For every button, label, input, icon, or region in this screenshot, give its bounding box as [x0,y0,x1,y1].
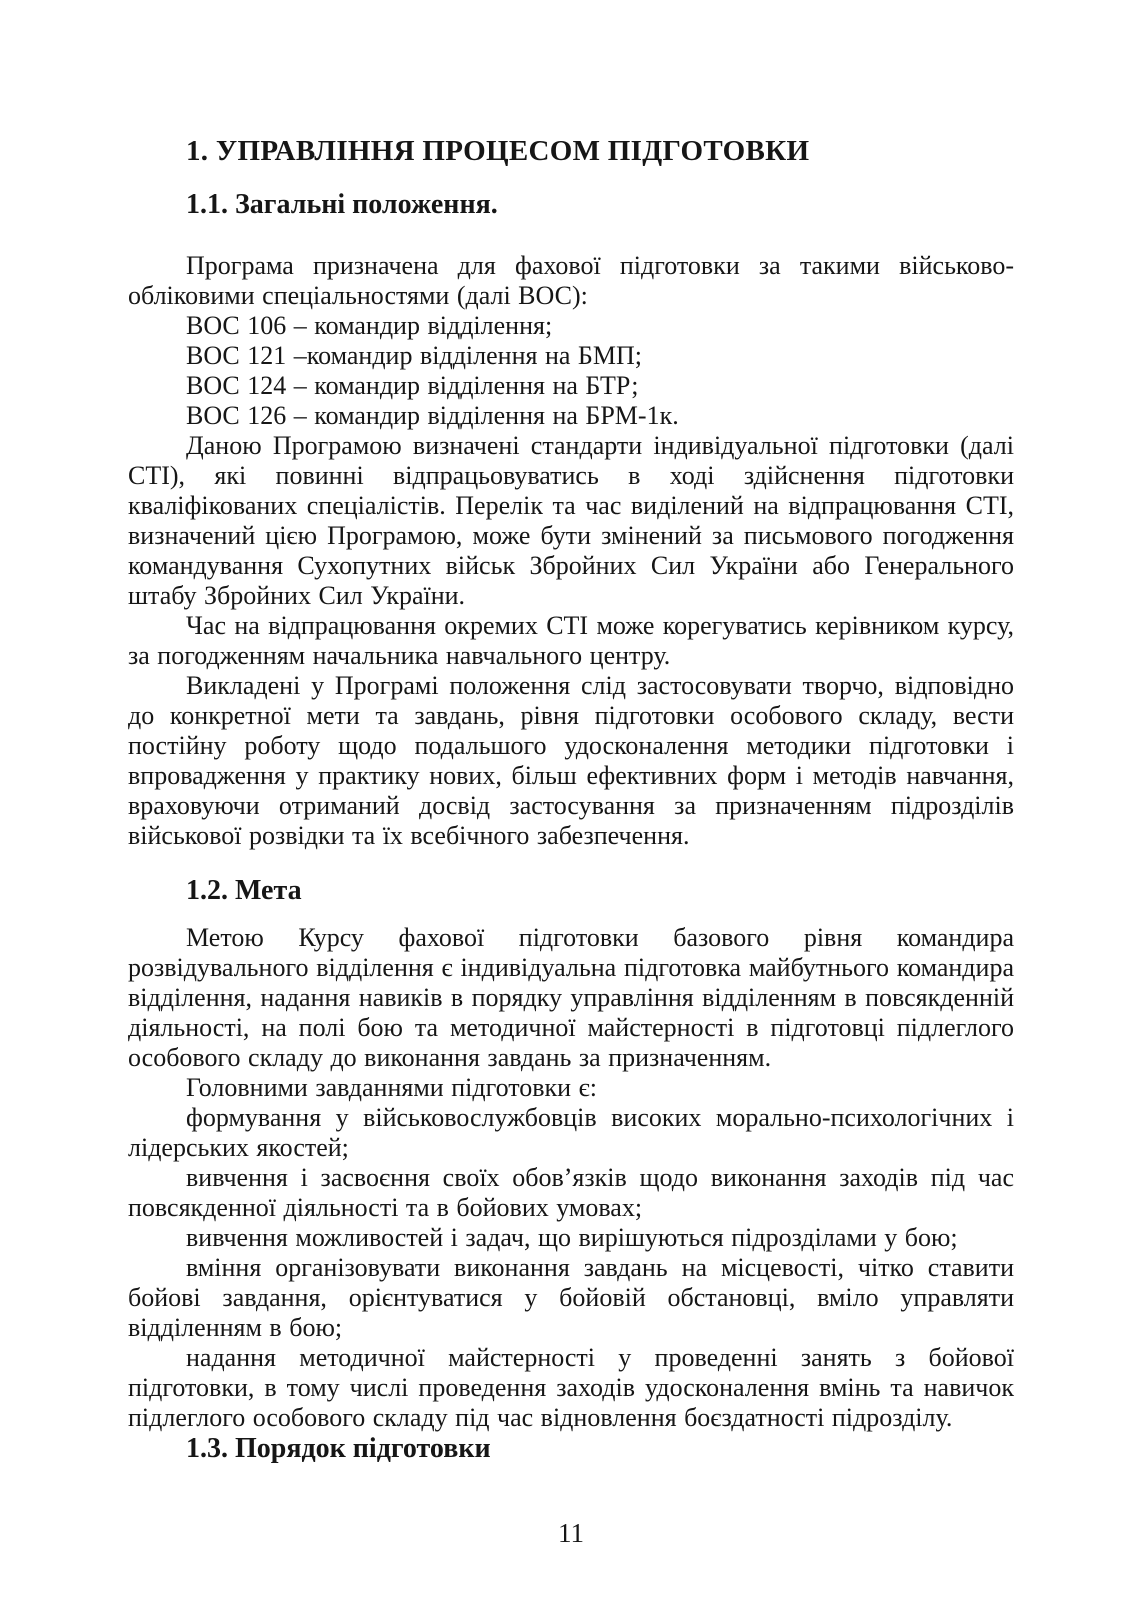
section-heading-1-1: 1.1. Загальні положення. [186,189,498,220]
section-goal [128,875,1014,1433]
vos-line: ВОС 124 – командир відділення на БТР; [186,371,639,400]
vos-line: ВОС 126 – командир відділення на БРМ-1к. [186,401,679,430]
paragraph: Викладені у Програмі положення слід застосовувати творчо, відповідно до конкретної мети та завдань, рівня підготовки особового складу, вести постійну роботу щодо подальшого удосконалення методики підготовки і впровадження у практику нових, більш ефективних форм і методів навчання, враховуючи отриманий досвід застосування за призначенням підрозділів військової розвідки та їх всебічного забезпечення. [128,671,1014,850]
section-heading-1-2: 1.2. Мета [186,875,302,906]
paragraph: Даною Програмою визначені стандарти індивідуальної підготовки (далі СТІ), які повинні відпрацьовуватись в ході здійснення підготовки кваліфікованих спеціалістів. Перелік та час виділений на відпрацювання СТІ, визначений цією Програмою, може бути змінений за письмового погодження командування Сухопутних військ Збройних Сил України або Генерального штабу Збройних Сил України. [128,431,1014,610]
vos-line: ВОС 121 –командир відділення на БМП; [186,341,642,370]
page-title: 1. УПРАВЛІННЯ ПРОЦЕСОМ ПІДГОТОВКИ [186,135,810,167]
task-item: вивчення можливостей і задач, що вирішуються підрозділами у бою; [186,1223,958,1252]
paragraph: Час на відпрацювання окремих СТІ може корегуватись керівником курсу, за погодженням начальника навчального центру. [128,611,1014,670]
task-item: вивчення і засвоєння своїх обов’язків щодо виконання заходів під час повсякденної діяльності та в бойових умовах; [128,1163,1014,1222]
task-item: вміння організовувати виконання завдань на місцевості, чітко ставити бойові завдання, орієнтуватися у бойовій обстановці, вміло управляти відділенням в бою; [128,1253,1014,1342]
paragraph: Метою Курсу фахової підготовки базового рівня командира розвідувального відділення є індивідуальна підготовка майбутнього командира відділення, надання навиків в порядку управління відділенням в повсякденній діяльності, на полі бою та методичної майстерності в підготовці підлеглого особового складу до виконання завдань за призначенням. [128,923,1014,1072]
paragraph: Програма призначена для фахової підготовки за такими військово-обліковими спеціальностями (далі ВОС): [128,251,1014,310]
page-number: 11 [558,1518,584,1548]
section-heading-1-3: 1.3. Порядок підготовки [186,1433,491,1464]
section-general-provisions [128,189,1014,851]
vos-line: ВОС 106 – командир відділення; [186,311,553,340]
section-training-order [128,1433,1014,1465]
task-item: надання методичної майстерності у проведенні занять з бойової підготовки, в тому числі проведення заходів удосконалення вмінь та навичок підлеглого особового складу під час відновлення боєздатності підрозділу. [128,1343,1014,1432]
paragraph: Головними завданнями підготовки є: [186,1073,597,1102]
task-item: формування у військовослужбовців високих морально-психологічних і лідерських якостей; [128,1103,1014,1162]
